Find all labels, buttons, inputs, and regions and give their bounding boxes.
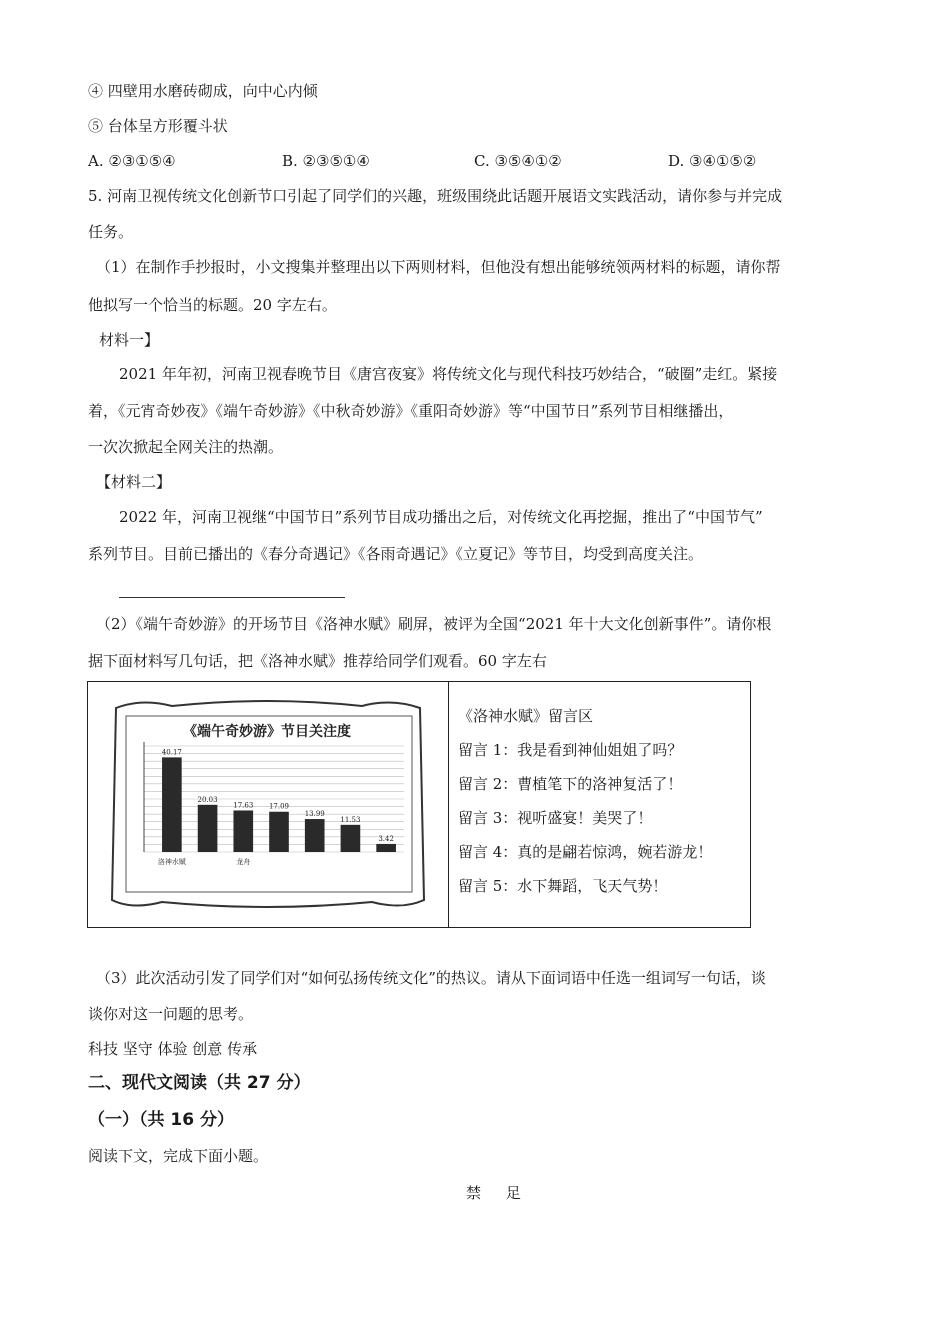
part-3-line1: （3）此次活动引发了同学们对“如何弘扬传统文化”的热议。请从下面词语中任选一组词写一句话，谈 (96, 969, 766, 987)
material-1-line2: 着，《元宵奇妙夜》《端午奇妙游》《中秋奇妙游》《重阳奇妙游》等“中国节日”系列节目相继播出， (88, 402, 734, 420)
chart-data-label: 13.99 (304, 810, 325, 819)
answer-blank[interactable] (119, 597, 345, 598)
section-2-part-1-heading: （一）（共 16 分） (88, 1110, 234, 1130)
material-table (87, 681, 751, 928)
chart-bar (233, 810, 253, 852)
chart-data-label: 17.09 (268, 802, 290, 811)
section-2-heading: 二、现代文阅读（共 27 分） (88, 1073, 311, 1093)
material-2-label: 【材料二】 (96, 473, 172, 491)
material-1-label: 材料一】 (99, 331, 160, 349)
reading-instruction: 阅读下文，完成下面小题。 (88, 1147, 269, 1165)
comment-area-title: 《洛神水赋》留言区 (458, 707, 594, 725)
chart-data-label: 11.53 (340, 815, 361, 824)
chart-category-label: 洛神水赋 (157, 858, 186, 866)
attention-bar-chart (102, 694, 432, 916)
part-2-line1: （2）《端午奇妙游》的开场节目《洛神水赋》刷屏，被评为全国“2021 年十大文化创新事件”。请你根 (96, 615, 772, 633)
part-1-line1: （1）在制作手抄报时，小文搜集并整理出以下两则材料，但他没有想出能够统领两材料的标题，请你帮 (96, 258, 781, 276)
material-1-line1: 2021 年年初，河南卫视春晚节目《唐宫夜宴》将传统文化与现代科技巧妙结合，“破圈”走红。紧接 (119, 365, 778, 383)
part-1-line2: 他拟写一个恰当的标题。20 字左右。 (88, 296, 337, 314)
question-5-line2: 任务。 (88, 223, 134, 241)
choice-d[interactable]: D. ③④①⑤② (668, 152, 757, 170)
chart-bar (341, 825, 361, 852)
material-2-line1: 2022 年，河南卫视继“中国节日”系列节目成功播出之后，对传统文化再挖掘，推出了“中国节气” (119, 508, 763, 526)
option-5-text: ⑤ 台体呈方形覆斗状 (88, 117, 228, 135)
part-2-line2: 据下面材料写几句话，把《洛神水赋》推荐给同学们观看。60 字左右 (88, 652, 547, 670)
chart-title: 《端午奇妙游》节目关注度 (183, 724, 351, 740)
chart-category-label: 龙舟 (236, 858, 251, 866)
chart-bar (269, 812, 289, 852)
part-3-line2: 谈你对这一问题的思考。 (88, 1005, 254, 1023)
choice-b[interactable]: B. ②③⑤①④ (282, 152, 370, 170)
comment-4: 留言 4：真的是翩若惊鸿，婉若游龙！ (458, 843, 713, 861)
chart-data-label: 17.63 (233, 801, 254, 810)
choice-a[interactable]: A. ②③①⑤④ (88, 152, 176, 170)
chart-bar (376, 844, 396, 852)
comment-2: 留言 2：曹植笔下的洛神复活了！ (458, 775, 683, 793)
essay-title: 禁 足 (466, 1184, 531, 1202)
chart-data-label: 20.03 (197, 795, 218, 804)
comment-5: 留言 5：水下舞蹈，飞天气势！ (458, 877, 668, 895)
option-4-text: ④ 四壁用水磨砖砌成，向中心内倾 (88, 82, 318, 100)
chart-data-label: 40.17 (161, 748, 182, 757)
question-5-line1: 5. 河南卫视传统文化创新节口引起了同学们的兴趣，班级围绕此话题开展语文实践活动，请你参与并完成 (88, 187, 783, 205)
chart-bar (305, 819, 325, 852)
comment-1: 留言 1：我是看到神仙姐姐了吗？ (458, 741, 683, 759)
comment-3: 留言 3：视听盛宴！美哭了！ (458, 809, 653, 827)
word-options: 科技 坚守 体验 创意 传承 (88, 1040, 258, 1058)
chart-data-label: 3.42 (378, 834, 394, 843)
material-2-line2: 系列节目。目前已播出的《春分奇遇记》《各雨奇遇记》《立夏记》等节目，均受到高度关注。 (88, 545, 704, 563)
material-1-line3: 一次次掀起全网关注的热潮。 (88, 438, 284, 456)
chart-bar (162, 757, 182, 852)
choice-c[interactable]: C. ③⑤④①② (474, 152, 562, 170)
chart-bar (198, 805, 218, 852)
table-divider (448, 682, 449, 927)
